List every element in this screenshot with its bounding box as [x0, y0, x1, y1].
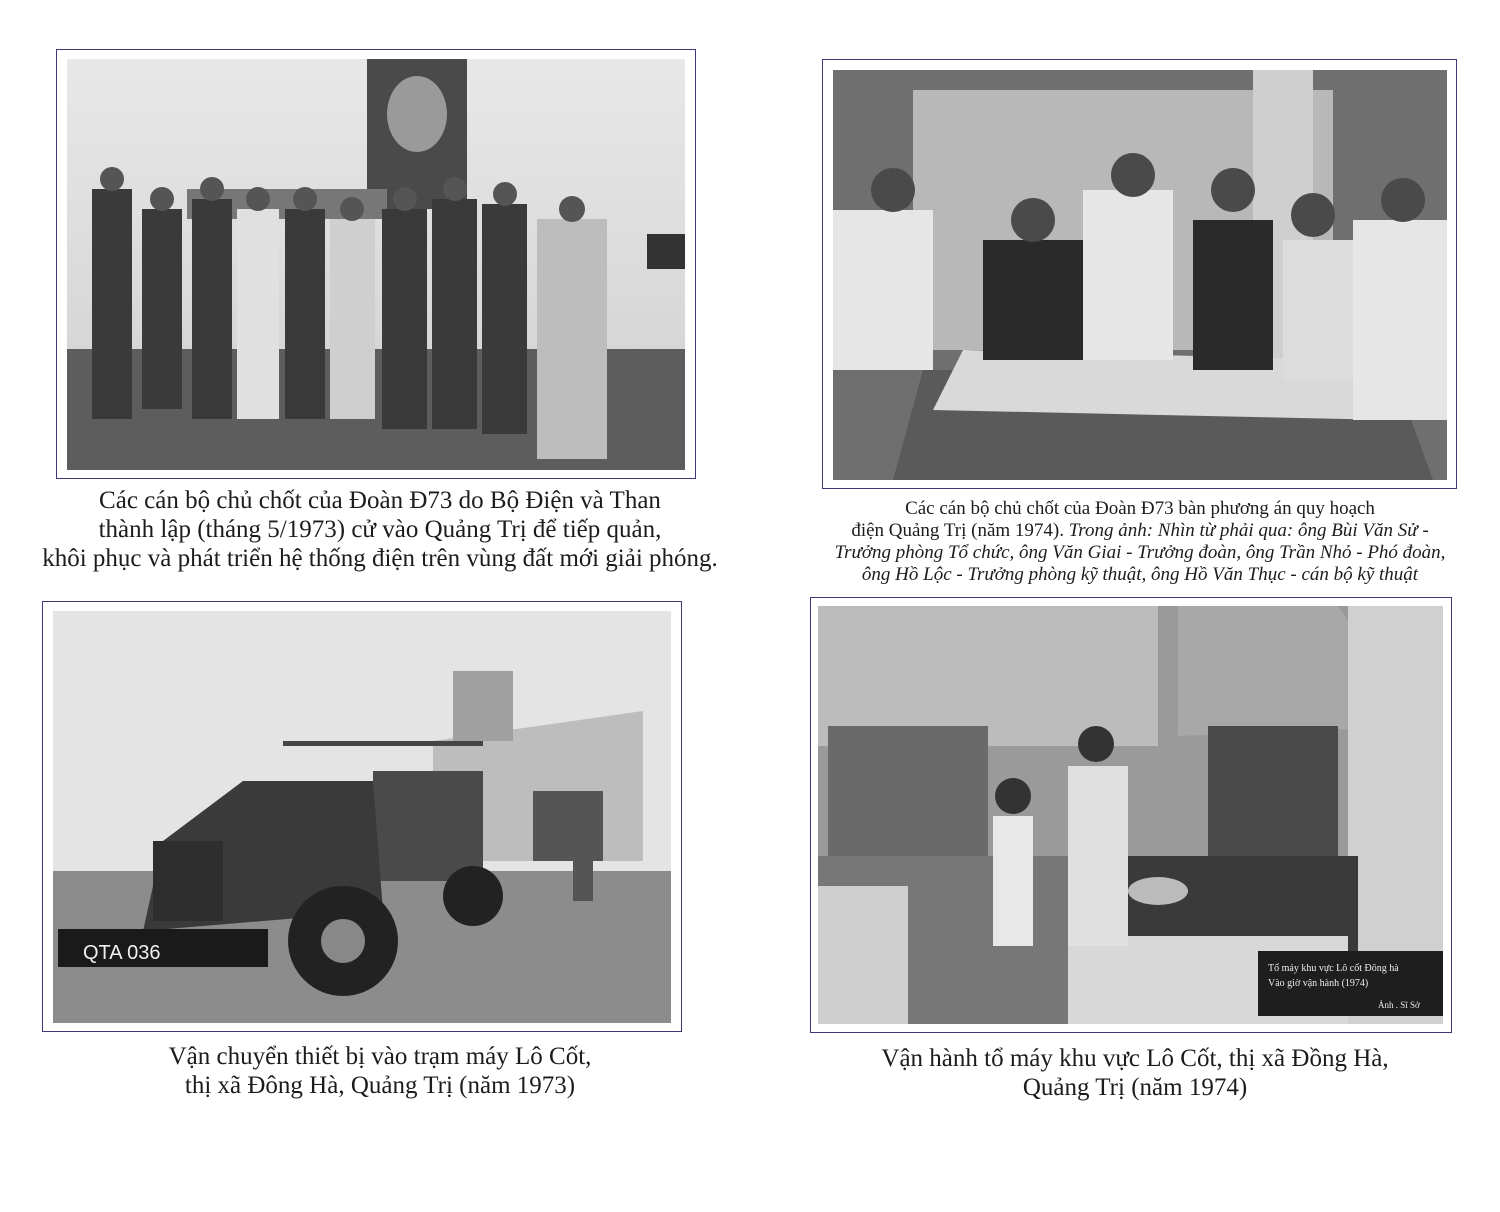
caption-line: Các cán bộ chủ chốt của Đoàn Đ73 do Bộ Điện và Than — [99, 487, 661, 514]
photo-truck-transport — [53, 611, 671, 1023]
caption-line-text: điện Quảng Trị (năm 1974). — [851, 520, 1069, 541]
caption-italic-line: ông Hồ Lộc - Trưởng phòng kỹ thuật, ông Hồ Văn Thục - cán bộ kỹ thuật — [861, 564, 1419, 585]
photo-generator-operation — [818, 606, 1443, 1024]
caption-photo-2 — [790, 498, 1490, 586]
photo-frame-3 — [42, 601, 682, 1032]
caption-line-mixed — [790, 520, 1490, 542]
photo-frame-2 — [822, 59, 1457, 489]
sign-line: Tổ máy khu vực Lô cốt Đông hà — [1268, 963, 1399, 974]
sign-line: Ảnh . Sĩ Sở — [1378, 1000, 1420, 1010]
sign-line: Vào giờ vận hành (1974) — [1268, 978, 1369, 989]
license-plate-text: QTA 036 — [83, 942, 161, 964]
caption-line: Quảng Trị (năm 1974) — [1022, 1074, 1248, 1101]
caption-line: thị xã Đông Hà, Quảng Trị (năm 1973) — [184, 1072, 576, 1099]
caption-photo-4 — [785, 1044, 1485, 1102]
caption-italic-text: Trong ảnh: Nhìn từ phải qua: ông Bùi Văn Sử - — [1068, 520, 1429, 541]
caption-italic-line: Trưởng phòng Tổ chức, ông Văn Giai - Trưởng đoàn, ông Trần Nhỏ - Phó đoàn, — [834, 542, 1446, 563]
photo-frame-4 — [810, 597, 1452, 1033]
caption-line: Vận hành tổ máy khu vực Lô Cốt, thị xã Đồng Hà, — [881, 1045, 1389, 1072]
photo-planning-meeting — [833, 70, 1447, 480]
photo-frame-1 — [56, 49, 696, 479]
caption-photo-3 — [30, 1042, 730, 1100]
caption-photo-1 — [20, 486, 740, 573]
caption-line: Các cán bộ chủ chốt của Đoàn Đ73 bàn phương án quy hoạch — [905, 498, 1375, 519]
caption-line: khôi phục và phát triển hệ thống điện trên vùng đất mới giải phóng. — [42, 545, 718, 572]
photo-group-portrait — [67, 59, 685, 470]
caption-line: Vận chuyển thiết bị vào trạm máy Lô Cốt, — [168, 1043, 592, 1070]
caption-line: thành lập (tháng 5/1973) cử vào Quảng Trị để tiếp quản, — [98, 516, 662, 543]
